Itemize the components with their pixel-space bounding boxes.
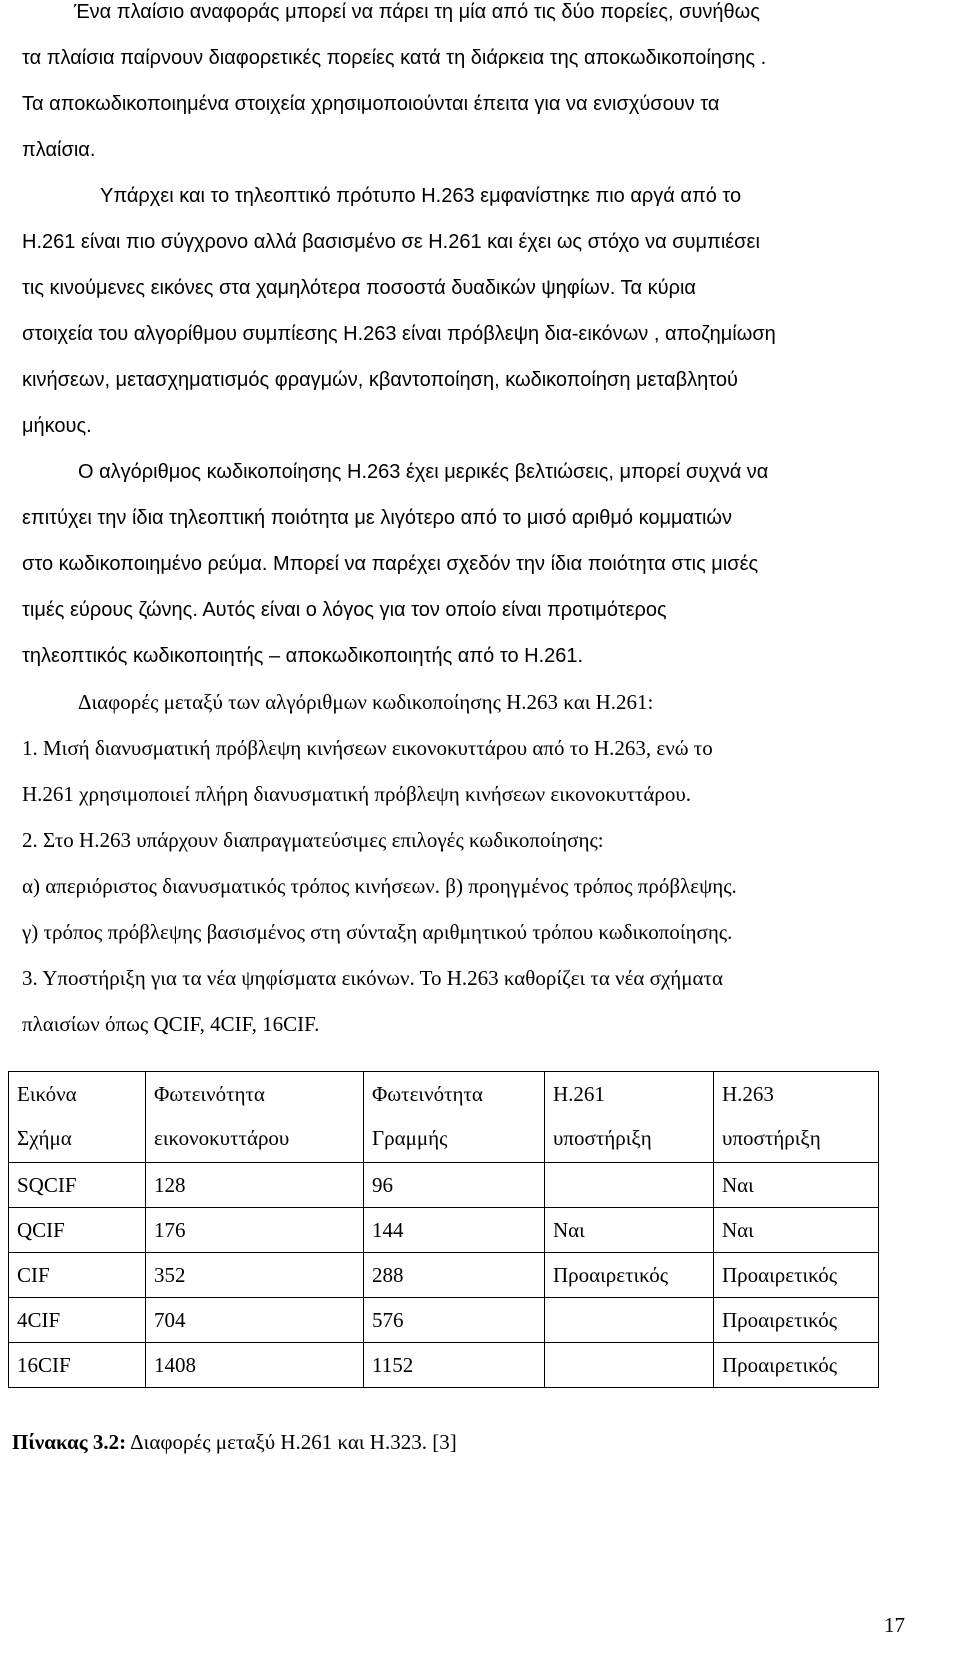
table-cell: 704 xyxy=(146,1298,364,1343)
differences-heading: Διαφορές μεταξύ των αλγόριθμων κωδικοποίησης Η.263 και Η.261: xyxy=(78,690,654,714)
header-text: εικονοκυττάρου xyxy=(154,1126,290,1150)
header-text: H.261 xyxy=(553,1082,605,1106)
paragraph-2-line-5: κινήσεων, μετασχηματισμός φραγμών, κβαντοποίηση, κωδικοποίηση μεταβλητού xyxy=(22,369,738,391)
table-cell: 96 xyxy=(364,1163,545,1208)
list-line-1: 1. Μισή διανυσματική πρόβλεψη κινήσεων εικονοκυττάρου από το Η.263, ενώ το xyxy=(22,736,713,760)
paragraph-3-line-1: Ο αλγόριθμος κωδικοποίησης H.263 έχει μερικές βελτιώσεις, μπορεί συχνά να xyxy=(78,461,769,483)
header-text: Φωτεινότητα xyxy=(372,1082,483,1106)
paragraph-1-line-4: πλαίσια. xyxy=(22,139,96,161)
table-row xyxy=(9,1253,879,1298)
table-cell: 4CIF xyxy=(9,1298,146,1343)
table-cell xyxy=(545,1163,714,1208)
header-text: Σχήμα xyxy=(17,1126,72,1150)
list-line-3: 2. Στο Η.263 υπάρχουν διαπραγματεύσιμες επιλογές κωδικοποίησης: xyxy=(22,828,604,852)
list-line-4: α) απεριόριστος διανυσματικός τρόπος κινήσεων. β) προηγμένος τρόπος πρόβλεψης. xyxy=(22,874,737,898)
list-line-5: γ) τρόπος πρόβλεψης βασισμένος στη σύνταξη αριθμητικού τρόπου κωδικοποίησης. xyxy=(22,920,733,944)
paragraph-3-line-2: επιτύχει την ίδια τηλεοπτική ποιότητα με λιγότερο από το μισό αριθμό κομματιών xyxy=(22,507,733,529)
table-cell: Προαιρετικός xyxy=(714,1253,879,1298)
table-caption xyxy=(12,1430,457,1455)
table-cell: 288 xyxy=(364,1253,545,1298)
table-cell: 352 xyxy=(146,1253,364,1298)
paragraph-3-line-3: στο κωδικοποιημένο ρεύμα. Μπορεί να παρέχει σχεδόν την ίδια ποιότητα στις μισές xyxy=(22,553,759,575)
table-cell: 16CIF xyxy=(9,1343,146,1388)
page-number: 17 xyxy=(884,1613,905,1637)
table-cell: Προαιρετικός xyxy=(545,1253,714,1298)
paragraph-1-line-3: Τα αποκωδικοποιημένα στοιχεία χρησιμοποιούνται έπειτα για να ενισχύσουν τα xyxy=(22,93,720,115)
header-text: Φωτεινότητα xyxy=(154,1082,265,1106)
header-text: Εικόνα xyxy=(17,1082,77,1106)
table-cell: QCIF xyxy=(9,1208,146,1253)
table-header-row xyxy=(9,1072,879,1163)
table-header-cell xyxy=(714,1072,879,1163)
table-header-cell xyxy=(364,1072,545,1163)
table-cell xyxy=(545,1298,714,1343)
table-cell xyxy=(545,1343,714,1388)
caption-label: Πίνακας 3.2: xyxy=(12,1430,127,1454)
header-text: H.263 xyxy=(722,1082,774,1106)
table-cell: SQCIF xyxy=(9,1163,146,1208)
table-cell: 1152 xyxy=(364,1343,545,1388)
table-header-cell xyxy=(9,1072,146,1163)
formats-table xyxy=(8,1071,879,1388)
table-header-cell xyxy=(146,1072,364,1163)
caption-text: Διαφορές μεταξύ Η.261 και Η.323. [3] xyxy=(126,1430,457,1454)
paragraph-1-line-1: Ένα πλαίσιο αναφοράς μπορεί να πάρει τη μία από τις δύο πορείες, συνήθως xyxy=(74,1,760,23)
paragraph-1-line-2: τα πλαίσια παίρνουν διαφορετικές πορείες κατά τη διάρκεια της αποκωδικοποίησης . xyxy=(22,47,767,69)
list-line-2: Η.261 χρησιμοποιεί πλήρη διανυσματική πρόβλεψη κινήσεων εικονοκυττάρου. xyxy=(22,782,691,806)
table-row xyxy=(9,1208,879,1253)
paragraph-3-line-4: τιμές εύρους ζώνης. Αυτός είναι ο λόγος για τον οποίο είναι προτιμότερος xyxy=(22,599,667,621)
paragraph-2-line-6: μήκους. xyxy=(22,415,92,437)
table-row xyxy=(9,1163,879,1208)
header-text: υποστήριξη xyxy=(722,1126,821,1150)
header-text: υποστήριξη xyxy=(553,1126,652,1150)
table-row xyxy=(9,1343,879,1388)
table-cell: Ναι xyxy=(714,1208,879,1253)
paragraph-2-line-1: Υπάρχει και το τηλεοπτικό πρότυπο H.263 εμφανίστηκε πιο αργά από το xyxy=(100,185,742,207)
table-cell: CIF xyxy=(9,1253,146,1298)
table-cell: 176 xyxy=(146,1208,364,1253)
table-row xyxy=(9,1298,879,1343)
header-text: Γραμμής xyxy=(372,1126,448,1150)
table-cell: 128 xyxy=(146,1163,364,1208)
paragraph-2-line-2: H.261 είναι πιο σύγχρονο αλλά βασισμένο σε H.261 και έχει ως στόχο να συμπιέσει xyxy=(22,231,760,253)
table-header-cell xyxy=(545,1072,714,1163)
table-cell: 1408 xyxy=(146,1343,364,1388)
table-cell: Προαιρετικός xyxy=(714,1343,879,1388)
table-cell: 576 xyxy=(364,1298,545,1343)
paragraph-3-line-5: τηλεοπτικός κωδικοποιητής – αποκωδικοποιητής από το Η.261. xyxy=(22,645,584,667)
table-cell: Προαιρετικός xyxy=(714,1298,879,1343)
list-line-6: 3. Υποστήριξη για τα νέα ψηφίσματα εικόνων. Το Η.263 καθορίζει τα νέα σχήματα xyxy=(22,966,723,990)
paragraph-2-line-3: τις κινούμενες εικόνες στα χαμηλότερα ποσοστά δυαδικών ψηφίων. Τα κύρια xyxy=(22,277,696,299)
table-cell: Ναι xyxy=(714,1163,879,1208)
list-line-7: πλαισίων όπως QCIF, 4CIF, 16CIF. xyxy=(22,1012,320,1036)
paragraph-2-line-4: στοιχεία του αλγορίθμου συμπίεσης H.263 είναι πρόβλεψη δια-εικόνων , αποζημίωση xyxy=(22,323,776,345)
table-cell: 144 xyxy=(364,1208,545,1253)
table-cell: Ναι xyxy=(545,1208,714,1253)
